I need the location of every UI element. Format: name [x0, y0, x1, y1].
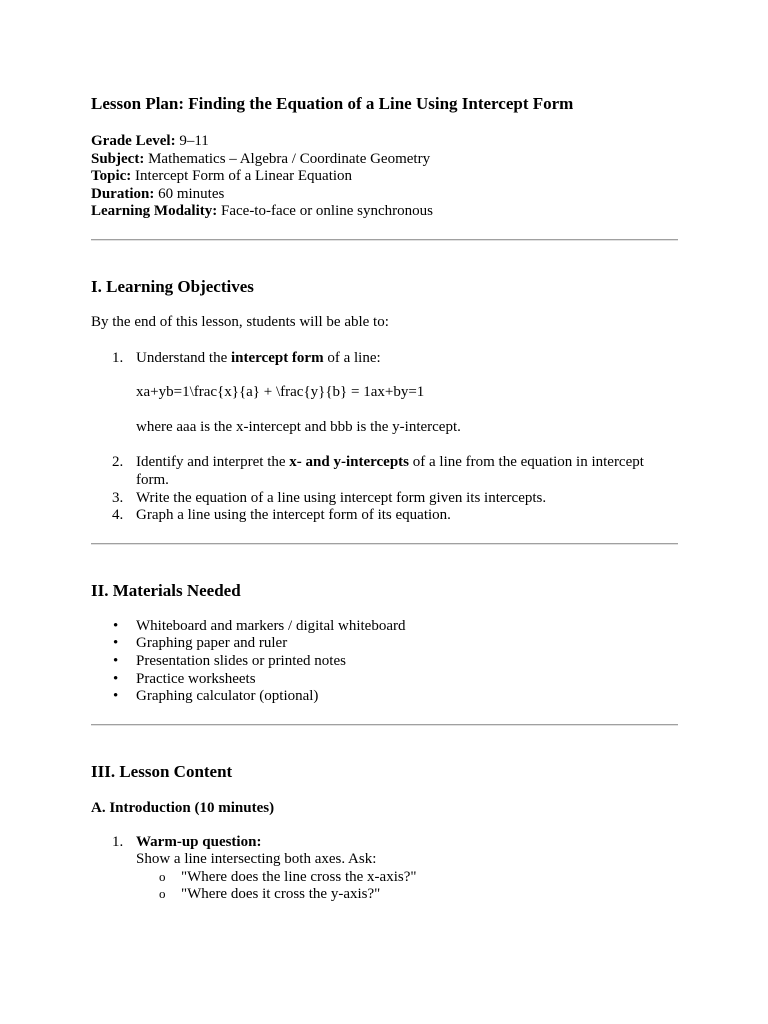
- objectives-intro: By the end of this lesson, students will be able to:: [91, 313, 389, 330]
- meta-value: Mathematics – Algebra / Coordinate Geometry: [144, 150, 431, 167]
- meta-label: Subject:: [91, 150, 145, 167]
- bullet-marker: •: [113, 652, 119, 669]
- list-item: [136, 886, 678, 904]
- meta-value: 60 minutes: [154, 185, 225, 202]
- formula: xa+yb=1\frac{x}{a} + \frac{y}{b} = 1ax+by=1: [136, 384, 425, 401]
- meta-learning-modality: [91, 203, 678, 221]
- meta-label: Grade Level:: [91, 133, 176, 149]
- item-text: Presentation slides or printed notes: [136, 652, 346, 669]
- meta-duration: [91, 186, 678, 204]
- item-number: 2.: [112, 454, 124, 471]
- item-text: "Where does it cross the y-axis?": [181, 886, 381, 903]
- list-item: [91, 350, 678, 437]
- bullet-marker: •: [113, 670, 119, 687]
- meta-value: 9–11: [175, 133, 209, 149]
- meta-topic: [91, 168, 678, 186]
- item-text: of a line from the equation in intercept form.: [136, 454, 644, 488]
- meta-label: Topic:: [91, 168, 132, 185]
- meta-grade-level: [91, 133, 678, 151]
- item-bold-text: x- and y-intercepts: [289, 454, 409, 471]
- list-item: [91, 653, 678, 671]
- section-divider: [91, 543, 678, 545]
- circle-bullet-marker: o: [159, 886, 166, 902]
- list-item: [91, 834, 678, 904]
- item-text: Write the equation of a line using intercept form given its intercepts.: [136, 489, 547, 506]
- section-divider: [91, 239, 678, 241]
- item-text: Whiteboard and markers / digital whiteboard: [136, 617, 406, 634]
- list-item: [91, 635, 678, 653]
- objectives-list: [91, 350, 678, 525]
- lesson-content-section: [91, 762, 678, 904]
- item-bold-text: intercept form: [230, 349, 324, 366]
- introduction-list: [91, 834, 678, 904]
- list-item: [91, 618, 678, 636]
- section-heading: III. Lesson Content: [91, 761, 233, 781]
- item-text: Show a line intersecting both axes. Ask:: [136, 851, 377, 868]
- section-heading: I. Learning Objectives: [91, 276, 254, 296]
- meta-value: Intercept Form of a Linear Equation: [131, 168, 353, 185]
- item-number: 1.: [112, 349, 124, 366]
- materials-list: [91, 618, 678, 706]
- item-text: Graph a line using the intercept form of its equation.: [136, 507, 451, 524]
- item-number: 1.: [112, 833, 124, 850]
- item-number: 3.: [112, 489, 124, 506]
- list-item: [136, 869, 678, 887]
- meta-subject: [91, 151, 678, 169]
- bullet-marker: •: [113, 635, 119, 652]
- list-item: [91, 688, 678, 706]
- item-bold-text: Warm-up question:: [136, 833, 262, 850]
- section-heading: II. Materials Needed: [91, 580, 241, 600]
- item-text: Graphing paper and ruler: [136, 635, 288, 652]
- circle-bullet-marker: o: [159, 868, 166, 884]
- bullet-marker: •: [113, 617, 119, 634]
- item-text: Practice worksheets: [136, 670, 256, 687]
- list-item: [91, 507, 678, 525]
- item-text: "Where does the line cross the x-axis?": [181, 868, 417, 885]
- item-text: Graphing calculator (optional): [136, 688, 319, 705]
- learning-objectives-section: [91, 277, 678, 525]
- formula-note: where aaa is the x-intercept and bbb is the y-intercept.: [136, 418, 461, 435]
- meta-label: Learning Modality:: [91, 203, 218, 220]
- section-divider: [91, 724, 678, 726]
- list-item: [91, 454, 678, 489]
- item-number: 4.: [112, 507, 124, 524]
- list-item: [91, 671, 678, 689]
- question-list: [136, 869, 678, 904]
- subsection-heading: A. Introduction (10 minutes): [91, 799, 275, 816]
- item-text: Understand the: [136, 349, 231, 366]
- meta-label: Duration:: [91, 185, 155, 202]
- document-content: [91, 94, 678, 904]
- lesson-metadata: [91, 133, 678, 221]
- meta-value: Face-to-face or online synchronous: [217, 203, 434, 220]
- materials-section: [91, 581, 678, 706]
- item-text: of a line:: [323, 349, 381, 366]
- item-text: Identify and interpret the: [136, 454, 290, 471]
- bullet-marker: •: [113, 688, 119, 705]
- list-item: [91, 490, 678, 508]
- page-title: Lesson Plan: Finding the Equation of a Line Using Intercept Form: [91, 94, 574, 113]
